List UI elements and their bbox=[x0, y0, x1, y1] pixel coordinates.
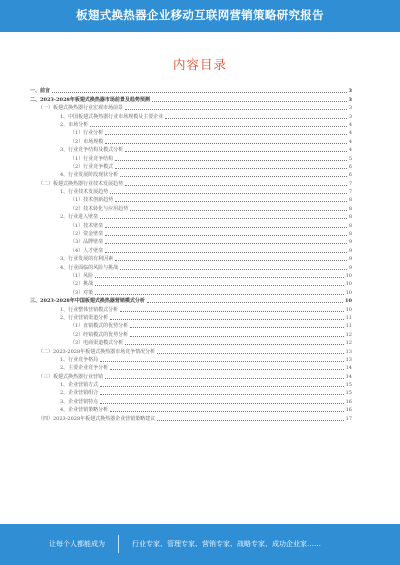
toc-page-number: 4 bbox=[348, 121, 352, 128]
toc-dot-leader bbox=[105, 143, 347, 144]
toc-entry[interactable] bbox=[30, 329, 352, 337]
toc-dot-leader bbox=[120, 176, 347, 177]
toc-page-number: 13 bbox=[345, 348, 352, 355]
toc-page-number: 11 bbox=[345, 323, 352, 330]
toc-entry-text: （2）经销模式的优势分析 bbox=[70, 331, 129, 338]
toc-entry-text: 1、企业营销方式 bbox=[60, 382, 99, 389]
toc-page-number: 17 bbox=[345, 415, 352, 422]
toc-page-number: 8 bbox=[348, 231, 352, 238]
toc-entry-text: （4）人才壁垒 bbox=[70, 247, 104, 254]
toc-entry-text: （一）板翅式换热器行业宏观市场前景 bbox=[38, 105, 124, 112]
toc-page-number: 10 bbox=[345, 298, 352, 305]
toc-dot-leader bbox=[90, 126, 347, 127]
toc-dot-leader bbox=[165, 118, 347, 119]
toc-dot-leader bbox=[110, 193, 347, 194]
toc-entry[interactable] bbox=[30, 245, 352, 253]
toc-dot-leader bbox=[100, 386, 343, 387]
toc-entry[interactable] bbox=[30, 203, 352, 211]
toc-entry-text: 1、行业整体营销模式分析 bbox=[60, 306, 119, 313]
toc-entry[interactable] bbox=[30, 254, 352, 262]
toc-entry-text: （3）电商渠道模式分析 bbox=[70, 340, 124, 347]
toc-entry-text: （二）板翅式换热器行业技术发展趋势 bbox=[38, 180, 124, 187]
toc-entry[interactable] bbox=[30, 153, 352, 161]
toc-entry-text: 2、主要企业竞争分析 bbox=[60, 365, 109, 372]
toc-dot-leader bbox=[100, 218, 347, 219]
toc-dot-leader bbox=[147, 302, 343, 303]
toc-page-number: 8 bbox=[348, 214, 352, 221]
toc-dot-leader bbox=[115, 260, 347, 261]
toc-entry[interactable] bbox=[30, 237, 352, 245]
toc-entry[interactable] bbox=[30, 338, 352, 346]
toc-dot-leader bbox=[152, 101, 347, 102]
toc-entry[interactable] bbox=[30, 388, 352, 396]
toc-entry[interactable] bbox=[30, 380, 352, 388]
toc-dot-leader bbox=[110, 369, 343, 370]
page-header bbox=[0, 0, 400, 32]
toc-entry-text: （2）挑战 bbox=[70, 281, 94, 288]
toc-dot-leader bbox=[130, 327, 343, 328]
toc-page-number: 16 bbox=[345, 398, 352, 405]
toc-entry[interactable] bbox=[30, 363, 352, 371]
toc-dot-leader bbox=[100, 361, 343, 362]
toc-entry-text: 3、行业发展的有利因素 bbox=[60, 256, 114, 263]
toc-entry[interactable] bbox=[30, 170, 352, 178]
toc-entry[interactable] bbox=[30, 313, 352, 321]
toc-dot-leader bbox=[95, 285, 343, 286]
toc-page-number: 14 bbox=[345, 373, 352, 380]
table-of-contents bbox=[30, 86, 352, 422]
toc-entry[interactable] bbox=[30, 86, 352, 94]
toc-entry-text: （1）行业竞争结构 bbox=[70, 155, 114, 162]
toc-page-number: 10 bbox=[345, 281, 352, 288]
toc-dot-leader bbox=[105, 378, 344, 379]
toc-dot-leader bbox=[115, 168, 347, 169]
toc-entry[interactable] bbox=[30, 229, 352, 237]
footer-divider bbox=[118, 535, 119, 553]
toc-page-number: 12 bbox=[345, 331, 352, 338]
toc-entry-text: （1）风险 bbox=[70, 272, 94, 279]
toc-dot-leader bbox=[125, 185, 347, 186]
toc-entry[interactable] bbox=[30, 287, 352, 295]
toc-page-number: 12 bbox=[345, 340, 352, 347]
toc-dot-leader bbox=[105, 235, 347, 236]
toc-page-number: 4 bbox=[348, 130, 352, 137]
toc-entry-text: （2）资金壁垒 bbox=[70, 231, 104, 238]
toc-entry-text: （3）品牌壁垒 bbox=[70, 239, 104, 246]
toc-entry[interactable] bbox=[30, 355, 352, 363]
toc-page-number: 4 bbox=[348, 147, 352, 154]
toc-dot-leader bbox=[125, 344, 343, 345]
toc-entry[interactable] bbox=[30, 413, 352, 421]
toc-page-number: 5 bbox=[348, 155, 352, 162]
toc-entry[interactable] bbox=[30, 94, 352, 102]
page-footer bbox=[0, 524, 400, 565]
toc-entry-text: 二、2023-2028年板翅式换热器市场前景及趋势预测 bbox=[30, 96, 150, 103]
toc-page-number: 3 bbox=[348, 113, 352, 120]
toc-page-number: 7 bbox=[348, 180, 352, 187]
toc-page-number: 16 bbox=[345, 407, 352, 414]
toc-page-number: 3 bbox=[348, 96, 352, 103]
toc-page-number: 9 bbox=[348, 239, 352, 246]
toc-dot-leader bbox=[130, 336, 343, 337]
toc-entry[interactable] bbox=[30, 128, 352, 136]
toc-entry[interactable] bbox=[30, 396, 352, 404]
toc-page-number: 15 bbox=[345, 382, 352, 389]
toc-entry-text: 2、行业营销渠道分析 bbox=[60, 314, 109, 321]
toc-entry-text: 一、前言 bbox=[30, 88, 51, 95]
toc-page-number: 8 bbox=[348, 197, 352, 204]
toc-entry-text: 1、中国板翅式换热器行业市场规模及主要企业 bbox=[60, 113, 164, 120]
toc-dot-leader bbox=[157, 353, 343, 354]
toc-dot-leader bbox=[125, 151, 347, 152]
toc-entry-text: 1、行业竞争格局 bbox=[60, 356, 99, 363]
toc-entry[interactable] bbox=[30, 145, 352, 153]
toc-entry[interactable] bbox=[30, 178, 352, 186]
toc-page-number: 3 bbox=[348, 88, 352, 95]
toc-page-number: 6 bbox=[348, 172, 352, 179]
toc-entry-text: 2、行业进入壁垒 bbox=[60, 214, 99, 221]
toc-entry[interactable] bbox=[30, 195, 352, 203]
toc-entry-text: 1、行业技术发展趋势 bbox=[60, 189, 109, 196]
toc-entry-text: （三）板翅式换热器行业营销 bbox=[38, 373, 104, 380]
toc-entry-text: （四）2023-2028年板翅式换热器企业营销策略建议 bbox=[38, 415, 156, 422]
toc-dot-leader bbox=[157, 420, 343, 421]
report-title: 板翅式换热器企业移动互联网营销策略研究报告 bbox=[76, 8, 324, 22]
toc-entry[interactable] bbox=[30, 321, 352, 329]
toc-entry-text: 2、企业营销组合 bbox=[60, 390, 99, 397]
toc-page-number: 11 bbox=[345, 314, 352, 321]
toc-entry[interactable] bbox=[30, 187, 352, 195]
toc-entry[interactable] bbox=[30, 346, 352, 354]
toc-entry[interactable] bbox=[30, 220, 352, 228]
toc-entry-text: 3、企业营销特点 bbox=[60, 398, 99, 405]
toc-page-number: 9 bbox=[348, 264, 352, 271]
toc-entry-text: 4、行业面临的风险与挑战 bbox=[60, 264, 119, 271]
toc-dot-leader bbox=[105, 227, 347, 228]
toc-entry-text: 3、行业竞争结构及模式分析 bbox=[60, 147, 124, 154]
toc-dot-leader bbox=[115, 201, 347, 202]
toc-entry-text: （1）行业分析 bbox=[70, 130, 104, 137]
toc-entry-text: 4、企业营销策略分析 bbox=[60, 407, 109, 414]
toc-entry-text: （2）技术转化与应用趋势 bbox=[70, 205, 129, 212]
toc-page-number: 3 bbox=[348, 105, 352, 112]
toc-entry[interactable] bbox=[30, 271, 352, 279]
toc-entry-text: 2、市场分析 bbox=[60, 121, 89, 128]
toc-dot-leader bbox=[125, 109, 347, 110]
toc-dot-leader bbox=[105, 252, 347, 253]
toc-dot-leader bbox=[120, 311, 343, 312]
footer-slogan: 让每个人都能成为 bbox=[49, 540, 105, 548]
toc-entry[interactable] bbox=[30, 136, 352, 144]
toc-entry[interactable] bbox=[30, 111, 352, 119]
toc-entry-text: （2）市场规模 bbox=[70, 138, 104, 145]
toc-dot-leader bbox=[52, 92, 347, 93]
footer-roles: 行业专家、管理专家、营销专家、战略专家、成功企业家…… bbox=[132, 540, 321, 548]
toc-entry-text: 4、行业发展阶段现状分析 bbox=[60, 172, 119, 179]
toc-dot-leader bbox=[95, 277, 343, 278]
toc-page-number: 7 bbox=[348, 189, 352, 196]
toc-page-number: 9 bbox=[348, 256, 352, 263]
toc-dot-leader bbox=[100, 403, 343, 404]
toc-entry[interactable] bbox=[30, 103, 352, 111]
toc-page-number: 15 bbox=[345, 390, 352, 397]
toc-entry-text: （二）2023-2028年板翅式换热器市场竞争情况分析 bbox=[38, 348, 156, 355]
toc-entry-text: （2）行业竞争模式 bbox=[70, 163, 114, 170]
toc-entry[interactable] bbox=[30, 279, 352, 287]
toc-page-number: 14 bbox=[345, 365, 352, 372]
toc-entry[interactable] bbox=[30, 120, 352, 128]
toc-page-number: 10 bbox=[345, 272, 352, 279]
toc-entry[interactable] bbox=[30, 262, 352, 270]
toc-page-number: 8 bbox=[348, 222, 352, 229]
toc-dot-leader bbox=[100, 394, 343, 395]
toc-entry[interactable] bbox=[30, 371, 352, 379]
toc-dot-leader bbox=[95, 294, 343, 295]
toc-page-number: 13 bbox=[345, 356, 352, 363]
toc-page-number: 9 bbox=[348, 247, 352, 254]
toc-page-number: 6 bbox=[348, 163, 352, 170]
toc-entry[interactable] bbox=[30, 162, 352, 170]
toc-page-number: 8 bbox=[348, 205, 352, 212]
toc-dot-leader bbox=[105, 134, 347, 135]
toc-entry[interactable] bbox=[30, 212, 352, 220]
toc-heading: 内容目录 bbox=[172, 57, 227, 72]
toc-entry[interactable] bbox=[30, 296, 352, 304]
toc-entry[interactable] bbox=[30, 405, 352, 413]
toc-entry-text: （1）技术创新趋势 bbox=[70, 197, 114, 204]
toc-page-number: 4 bbox=[348, 138, 352, 145]
toc-dot-leader bbox=[110, 319, 343, 320]
toc-page-number: 10 bbox=[345, 289, 352, 296]
toc-dot-leader bbox=[120, 269, 347, 270]
toc-entry-text: （1）直销模式的优势分析 bbox=[70, 323, 129, 330]
toc-entry-text: （1）技术壁垒 bbox=[70, 222, 104, 229]
toc-page-number: 10 bbox=[345, 306, 352, 313]
toc-dot-leader bbox=[115, 160, 347, 161]
toc-entry-text: 三、2023-2028年中国板翅式换热器营销模式分析 bbox=[30, 298, 145, 305]
toc-dot-leader bbox=[130, 210, 347, 211]
toc-dot-leader bbox=[105, 243, 347, 244]
toc-entry-text: （3）对策 bbox=[70, 289, 94, 296]
toc-dot-leader bbox=[110, 411, 343, 412]
toc-entry[interactable] bbox=[30, 304, 352, 312]
